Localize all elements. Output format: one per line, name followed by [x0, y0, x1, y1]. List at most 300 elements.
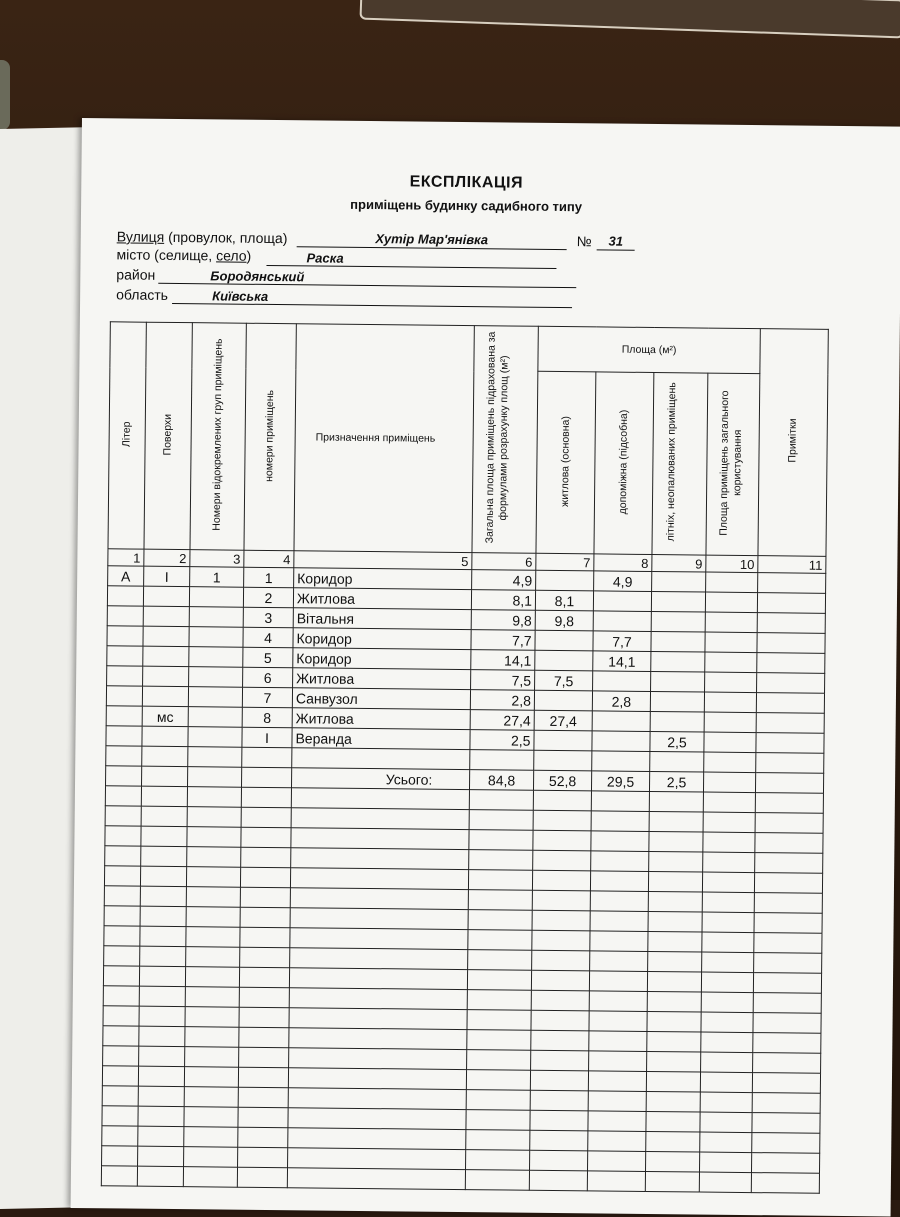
empty-cell: [239, 1007, 289, 1028]
cell-aux: [592, 731, 650, 752]
empty-cell: [290, 908, 468, 930]
cell-purpose: Санвузол: [292, 688, 470, 710]
document-subtitle: приміщень будинку садибного типу: [350, 196, 583, 215]
empty-cell: [187, 847, 241, 868]
cell-room: [242, 747, 292, 768]
empty-cell: [752, 1093, 820, 1114]
document-page: [71, 118, 900, 1217]
empty-cell: [139, 966, 185, 986]
cell-living: 8,1: [535, 590, 593, 611]
empty-cell: [587, 1171, 645, 1192]
empty-cell: [290, 868, 468, 890]
empty-cell: [533, 850, 591, 871]
empty-cell: [466, 1110, 530, 1131]
cell-group: [188, 687, 242, 708]
empty-cell: [755, 793, 823, 814]
empty-cell: [103, 1046, 139, 1066]
cell-room: 6: [243, 667, 293, 688]
cell-group: [189, 607, 243, 628]
empty-cell: [701, 972, 753, 993]
empty-cell: [291, 848, 469, 870]
empty-cell: [187, 787, 241, 808]
region-label: область: [116, 286, 169, 303]
cell-group: [188, 707, 242, 728]
district-label: район: [116, 266, 156, 283]
empty-cell: [139, 1046, 185, 1066]
empty-cell: [590, 931, 648, 952]
empty-cell: [703, 812, 755, 833]
street-label-rest: (провулок, площа): [164, 228, 288, 247]
cell-liter: [107, 626, 143, 646]
empty-cell: [533, 790, 591, 811]
empty-cell: [138, 1106, 184, 1126]
cell-living: 9,8: [535, 610, 593, 631]
cell-notes: [757, 593, 825, 614]
empty-cell: [591, 851, 649, 872]
empty-cell: [468, 870, 532, 891]
empty-cell: [648, 931, 702, 952]
cell-aux: 7,7: [593, 631, 651, 652]
cell-notes: [757, 673, 825, 694]
explication-table: [101, 321, 829, 1193]
cell-aux: [593, 671, 651, 692]
empty-cell: [532, 910, 590, 931]
cell-purpose: Житлова: [293, 668, 471, 690]
cell-total: 8,1: [471, 590, 535, 611]
cell-total: 14,1: [471, 650, 535, 671]
empty-cell: [291, 828, 469, 850]
cell-common: [705, 632, 757, 653]
empty-cell: [105, 806, 141, 826]
empty-cell: [699, 1152, 751, 1173]
empty-cell: [700, 1132, 752, 1153]
number-label: №: [576, 233, 592, 250]
empty-cell: [241, 807, 291, 828]
cell-room: 1: [244, 567, 294, 588]
empty-cell: [469, 830, 533, 851]
cell-aux: 4,9: [594, 571, 652, 592]
empty-cell: [186, 867, 240, 888]
cell-living: [535, 630, 593, 651]
empty-cell: [102, 1106, 138, 1126]
cell-common: [705, 592, 757, 613]
cell-summer: [650, 711, 704, 732]
empty-cell: [187, 807, 241, 828]
empty-cell: [753, 993, 821, 1014]
empty-cell: [186, 887, 240, 908]
total-empty-cell: [242, 767, 292, 788]
cell-common: [704, 692, 756, 713]
empty-cell: [102, 1086, 138, 1106]
empty-cell: [140, 946, 186, 966]
cell-common: [705, 672, 757, 693]
empty-cell: [700, 1112, 752, 1133]
cell-aux: 2,8: [592, 691, 650, 712]
empty-cell: [647, 1051, 701, 1072]
header-row: [110, 322, 828, 375]
empty-cell: [241, 787, 291, 808]
empty-cell: [468, 890, 532, 911]
cell-notes: [756, 713, 824, 734]
empty-cell: [289, 988, 467, 1010]
cell-notes: [757, 653, 825, 674]
empty-cell: [104, 866, 140, 886]
empty-cell: [140, 906, 186, 926]
header-total-area: Загальна площа приміщень підрахована за формулами розрахунку площ (м²): [472, 326, 538, 554]
empty-cell: [141, 786, 187, 806]
empty-cell: [646, 1111, 700, 1132]
empty-cell: [466, 1130, 530, 1151]
empty-cell: [589, 991, 647, 1012]
empty-cell: [590, 911, 648, 932]
empty-cell: [138, 1146, 184, 1166]
column-number-cell: 2: [144, 549, 190, 566]
empty-cell: [588, 1131, 646, 1152]
empty-cell: [754, 933, 822, 954]
cell-total: 7,5: [471, 670, 535, 691]
total-empty-cell: [755, 773, 823, 794]
empty-cell: [239, 967, 289, 988]
cell-summer: [651, 651, 705, 672]
empty-cell: [288, 1108, 466, 1130]
empty-cell: [185, 1027, 239, 1048]
empty-cell: [753, 1053, 821, 1074]
cell-common: [704, 732, 756, 753]
empty-cell: [648, 951, 702, 972]
empty-cell: [589, 1031, 647, 1052]
column-number-cell: 3: [190, 550, 244, 568]
empty-cell: [755, 853, 823, 874]
cell-aux: [593, 611, 651, 632]
empty-cell: [103, 966, 139, 986]
empty-cell: [138, 1066, 184, 1086]
cell-room: 5: [243, 647, 293, 668]
cell-floor: [143, 586, 189, 606]
cell-living: 7,5: [535, 670, 593, 691]
empty-cell: [649, 851, 703, 872]
empty-cell: [239, 987, 289, 1008]
empty-cell: [588, 1151, 646, 1172]
number-value: 31: [597, 233, 635, 250]
empty-cell: [184, 1147, 238, 1168]
empty-cell: [289, 1008, 467, 1030]
empty-cell: [467, 1030, 531, 1051]
cell-common: [705, 612, 757, 633]
empty-cell: [140, 866, 186, 886]
cell-room: І: [242, 727, 292, 748]
empty-cell: [289, 1048, 467, 1070]
cell-summer: [651, 631, 705, 652]
empty-cell: [529, 1170, 587, 1191]
empty-cell: [290, 888, 468, 910]
empty-cell: [751, 1153, 819, 1174]
cell-living: [536, 570, 594, 591]
cell-liter: [106, 686, 142, 706]
empty-cell: [137, 1166, 183, 1186]
empty-cell: [647, 991, 701, 1012]
street-value: Хутір Мар'янівка: [297, 230, 567, 250]
total-living: 52,8: [533, 770, 591, 791]
cell-total: 9,8: [471, 610, 535, 631]
empty-cell: [702, 892, 754, 913]
empty-cell: [467, 990, 531, 1011]
empty-cell: [531, 1010, 589, 1031]
empty-cell: [238, 1087, 288, 1108]
header-notes: Примітки: [758, 329, 828, 557]
cell-floor: [143, 646, 189, 666]
empty-cell: [588, 1111, 646, 1132]
empty-cell: [103, 1026, 139, 1046]
cell-floor: [143, 626, 189, 646]
cell-total: 27,4: [470, 710, 534, 731]
empty-cell: [185, 987, 239, 1008]
header-group-numbers: Номери відокремлених груп приміщень: [190, 323, 246, 551]
cell-room: 3: [243, 607, 293, 628]
street-label: Вулиця: [116, 228, 165, 245]
cell-summer: [651, 591, 705, 612]
empty-cell: [138, 1126, 184, 1146]
cell-summer: [650, 751, 704, 772]
cell-total: 2,8: [470, 690, 534, 711]
column-number-cell: 8: [594, 554, 652, 572]
column-number-cell: 1: [108, 549, 144, 566]
empty-cell: [466, 1070, 530, 1091]
empty-cell: [185, 1007, 239, 1028]
empty-cell: [703, 792, 755, 813]
total-aux: 29,5: [591, 771, 649, 792]
empty-cell: [530, 1090, 588, 1111]
cell-floor: [142, 686, 188, 706]
empty-cell: [751, 1173, 819, 1194]
city-line: [116, 246, 251, 263]
empty-cell: [648, 871, 702, 892]
empty-cell: [590, 891, 648, 912]
empty-cell: [102, 1126, 138, 1146]
total-label: Усього:: [291, 768, 469, 790]
cell-group: [188, 727, 242, 748]
empty-cell: [237, 1167, 287, 1188]
cell-purpose: Вітальня: [293, 608, 471, 630]
empty-cell: [752, 1073, 820, 1094]
empty-cell: [530, 1070, 588, 1091]
empty-cell: [645, 1171, 699, 1192]
empty-cell: [469, 790, 533, 811]
empty-cell: [468, 910, 532, 931]
column-number-cell: 10: [706, 555, 758, 573]
empty-cell: [700, 1072, 752, 1093]
empty-cell: [468, 930, 532, 951]
empty-cell: [238, 1127, 288, 1148]
cell-summer: [650, 691, 704, 712]
cell-summer: 2,5: [650, 731, 704, 752]
empty-cell: [701, 1012, 753, 1033]
empty-cell: [291, 788, 469, 810]
cell-purpose: Веранда: [292, 728, 470, 750]
empty-cell: [701, 1052, 753, 1073]
empty-cell: [753, 1033, 821, 1054]
empty-cell: [647, 1031, 701, 1052]
empty-cell: [702, 932, 754, 953]
empty-cell: [102, 1066, 138, 1086]
header-purpose: Призначення приміщень: [294, 324, 474, 553]
cell-liter: [106, 746, 142, 766]
district-value: Бородянський: [158, 268, 576, 288]
header-room-numbers: номери приміщень: [244, 323, 296, 551]
empty-cell: [531, 1030, 589, 1051]
object-edge: [0, 60, 10, 130]
empty-cell: [287, 1168, 465, 1190]
empty-cell: [530, 1150, 588, 1171]
empty-cell: [288, 1148, 466, 1170]
empty-cell: [238, 1107, 288, 1128]
empty-cell: [532, 870, 590, 891]
empty-cell: [702, 912, 754, 933]
empty-cell: [187, 827, 241, 848]
cell-group: 1: [190, 567, 244, 588]
empty-cell: [702, 952, 754, 973]
empty-cell: [239, 1047, 289, 1068]
empty-cell: [288, 1088, 466, 1110]
cell-notes: [758, 573, 826, 594]
cell-summer: [651, 611, 705, 632]
empty-cell: [647, 1011, 701, 1032]
empty-cell: [702, 872, 754, 893]
cell-common: [706, 572, 758, 593]
region-value: Київська: [172, 288, 572, 308]
city-label-1: місто (селище,: [116, 246, 217, 264]
cell-purpose: Житлова: [293, 588, 471, 610]
empty-cell: [239, 1027, 289, 1048]
total-summer: 2,5: [649, 771, 703, 792]
empty-cell: [141, 806, 187, 826]
header-area-group: Площа (м²): [538, 326, 760, 373]
empty-cell: [186, 907, 240, 928]
cell-total: 4,9: [472, 570, 536, 591]
empty-cell: [289, 1028, 467, 1050]
cell-aux: [592, 751, 650, 772]
empty-cell: [754, 873, 822, 894]
empty-cell: [288, 1128, 466, 1150]
empty-cell: [139, 986, 185, 1006]
cell-room: 8: [242, 707, 292, 728]
empty-cell: [530, 1110, 588, 1131]
empty-cell: [140, 926, 186, 946]
empty-cell: [291, 808, 469, 830]
total-empty-cell: [106, 766, 142, 786]
empty-cell: [533, 830, 591, 851]
cell-notes: [756, 693, 824, 714]
empty-cell: [590, 871, 648, 892]
empty-cell: [701, 992, 753, 1013]
city-label-underlined: село: [216, 247, 247, 264]
cell-liter: А: [108, 566, 144, 586]
empty-cell: [105, 846, 141, 866]
empty-cell: [588, 1071, 646, 1092]
empty-cell: [590, 951, 648, 972]
empty-cell: [467, 1010, 531, 1031]
empty-cell: [532, 930, 590, 951]
empty-cell: [184, 1067, 238, 1088]
cell-floor: [142, 746, 188, 766]
empty-cell: [532, 950, 590, 971]
empty-cell: [104, 946, 140, 966]
empty-cell: [141, 826, 187, 846]
empty-cell: [186, 927, 240, 948]
empty-cell: [755, 813, 823, 834]
empty-cell: [186, 947, 240, 968]
cell-aux: [592, 711, 650, 732]
cell-room: 2: [243, 587, 293, 608]
empty-cell: [183, 1167, 237, 1188]
empty-cell: [468, 950, 532, 971]
street-line: [117, 228, 288, 246]
cell-living: [534, 730, 592, 751]
empty-cell: [755, 833, 823, 854]
empty-cell: [589, 1051, 647, 1072]
cell-group: [188, 747, 242, 768]
cell-room: 4: [243, 627, 293, 648]
empty-cell: [531, 1050, 589, 1071]
empty-cell: [139, 1026, 185, 1046]
empty-cell: [589, 971, 647, 992]
empty-cell: [140, 886, 186, 906]
empty-cell: [753, 973, 821, 994]
empty-cell: [105, 826, 141, 846]
header-floors: Поверхи: [144, 322, 192, 549]
cell-group: [189, 667, 243, 688]
cell-living: [534, 750, 592, 771]
cell-liter: [107, 666, 143, 686]
total-empty-cell: [142, 766, 188, 786]
column-number-cell: 9: [652, 554, 706, 572]
empty-cell: [288, 1068, 466, 1090]
empty-cell: [104, 926, 140, 946]
column-number-cell: 4: [244, 550, 294, 568]
empty-cell: [184, 1087, 238, 1108]
city-label-2: ): [246, 247, 252, 264]
header-summer: літніх, неопалюваних приміщень: [652, 373, 708, 556]
empty-cell: [531, 990, 589, 1011]
cell-liter: [107, 646, 143, 666]
cell-common: [704, 712, 756, 733]
empty-cell: [754, 953, 822, 974]
empty-cell: [103, 1006, 139, 1026]
cell-common: [705, 652, 757, 673]
empty-cell: [647, 971, 701, 992]
empty-cell: [240, 887, 290, 908]
empty-cell: [649, 791, 703, 812]
empty-cell: [240, 947, 290, 968]
empty-cell: [465, 1170, 529, 1191]
total-empty-cell: [703, 772, 755, 793]
cell-group: [189, 647, 243, 668]
empty-cell: [645, 1151, 699, 1172]
cell-purpose: Коридор: [293, 628, 471, 650]
column-number-cell: 6: [472, 553, 536, 571]
empty-cell: [290, 928, 468, 950]
cell-liter: [106, 706, 142, 726]
column-number-cell: 11: [758, 556, 826, 574]
empty-cell: [103, 986, 139, 1006]
empty-cell: [591, 811, 649, 832]
empty-cell: [466, 1090, 530, 1111]
header-common: Площа приміщень загального користування: [706, 373, 760, 556]
empty-cell: [104, 906, 140, 926]
empty-cell: [241, 847, 291, 868]
cell-notes: [757, 633, 825, 654]
empty-cell: [102, 1146, 138, 1166]
empty-cell: [467, 970, 531, 991]
